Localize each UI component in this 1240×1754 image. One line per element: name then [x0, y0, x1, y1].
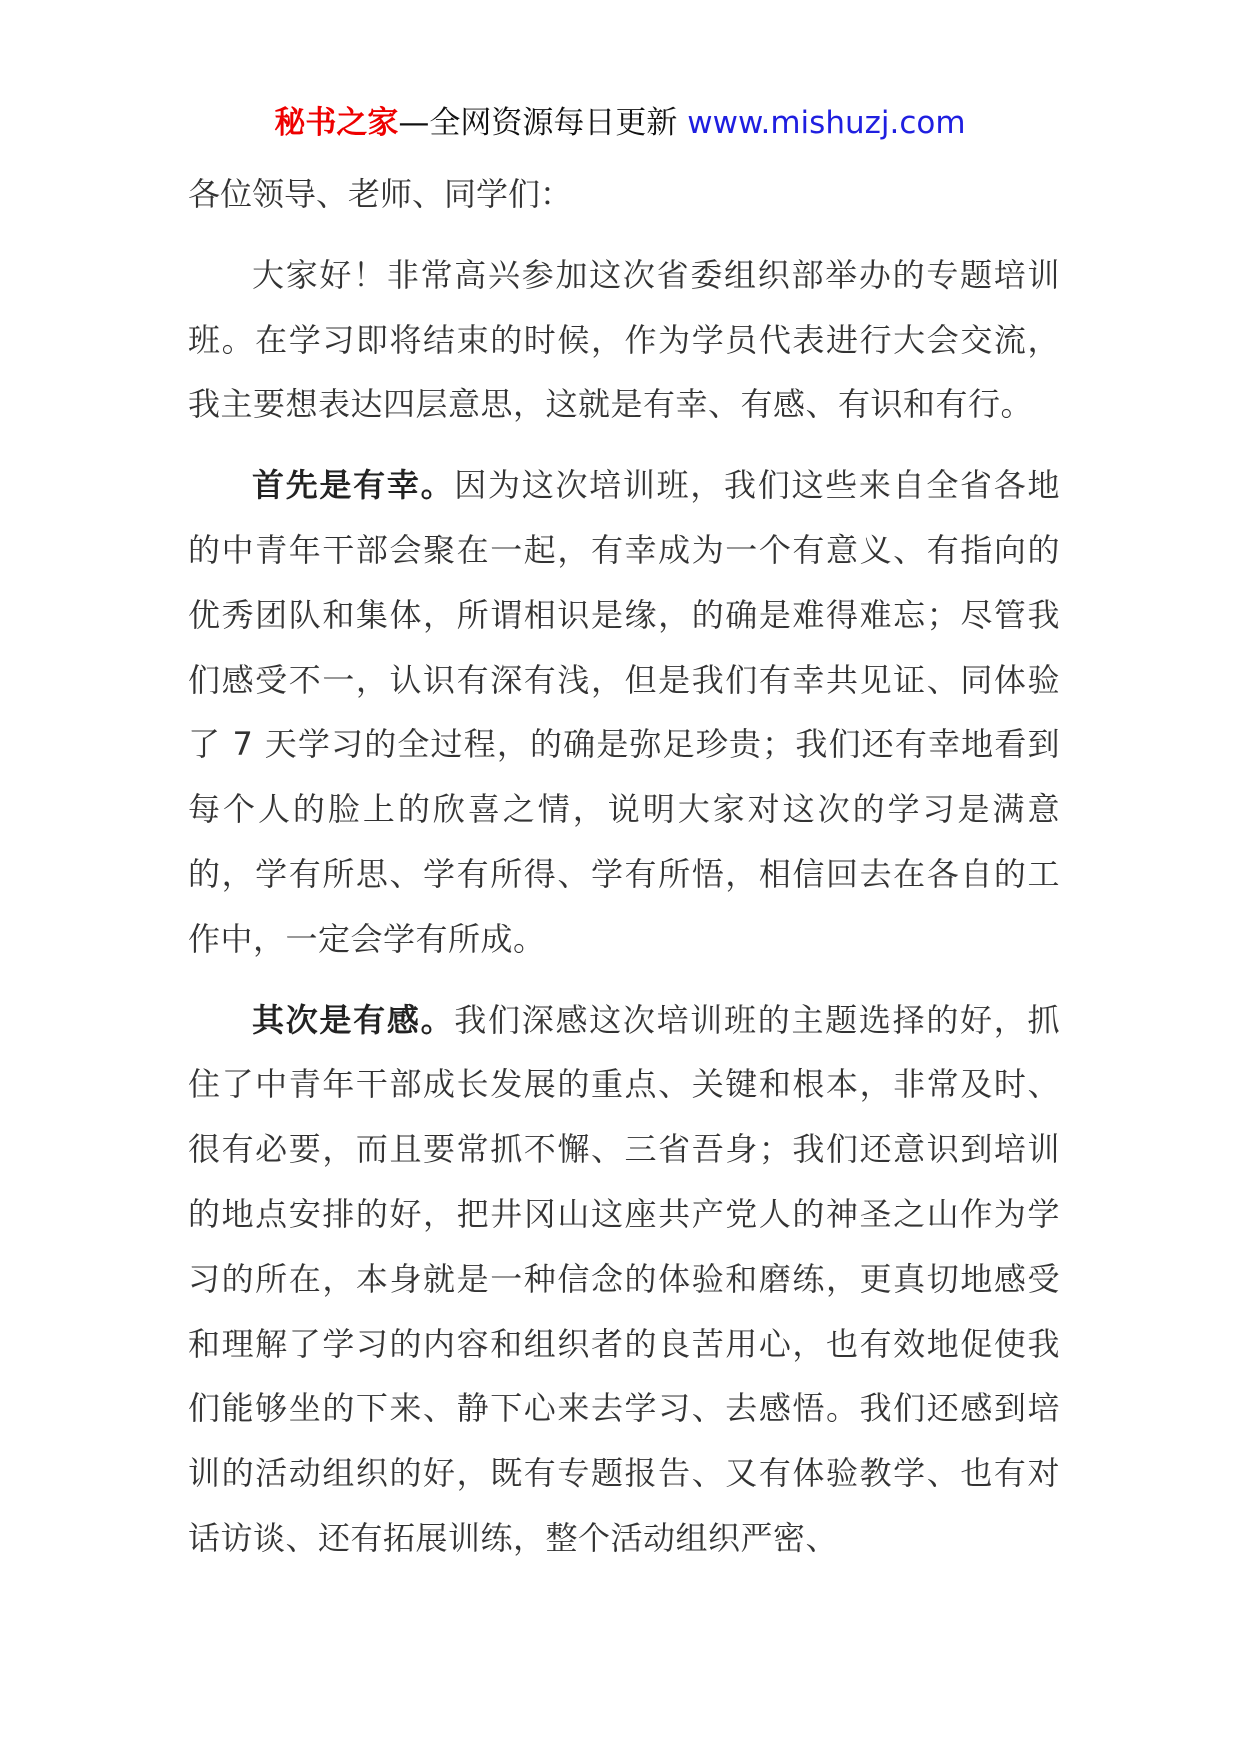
salutation: 各位领导、老师、同学们：	[188, 175, 573, 213]
header-tagline: —全网资源每日更新	[398, 105, 678, 141]
header-url-link[interactable]: www.mishuzj.com	[687, 105, 966, 141]
section-1-heading: 首先是有幸。	[252, 466, 455, 505]
header-brand: 秘书之家	[274, 105, 399, 141]
section-1-body: 因为这次培训班，我们这些来自全省各地的中青年干部会聚在一起，有幸成为一个有意义、有指向的优秀团队和集体，所谓相识是缘，的确是难得难忘；尽管我们感受不一，认识有深有浅，但是我们有幸共见证、同体验了 7 天学习的全过程，的确是弥足珍贵；我们还有幸地看到每个人的脸上的欣喜之情，说明大家对这次的学习是满意的，学有所思、学有所得、学有所悟，相信回去在各自的工作中，一定会学有所成。	[188, 466, 1060, 958]
section-2-heading: 其次是有感。	[252, 1000, 455, 1039]
page-header	[0, 100, 1240, 146]
section-2-paragraph	[188, 988, 1060, 1571]
intro-paragraph: 大家好！非常高兴参加这次省委组织部举办的专题培训班。在学习即将结束的时候，作为学员代表进行大会交流，我主要想表达四层意思，这就是有幸、有感、有识和有行。	[188, 255, 1060, 424]
section-2-body: 我们深感这次培训班的主题选择的好，抓住了中青年干部成长发展的重点、关键和根本，非常及时、很有必要，而且要常抓不懈、三省吾身；我们还意识到培训的地点安排的好，把井冈山这座共产党人的神圣之山作为学习的所在，本身就是一种信念的体验和磨练，更真切地感受和理解了学习的内容和组织者的良苦用心，也有效地促使我们能够坐的下来、静下心来去学习、去感悟。我们还感到培训的活动组织的好，既有专题报告、又有体验教学、也有对话访谈、还有拓展训练，整个活动组织严密、	[188, 1000, 1060, 1557]
section-1-paragraph	[188, 453, 1060, 971]
document-body	[188, 162, 1060, 1587]
